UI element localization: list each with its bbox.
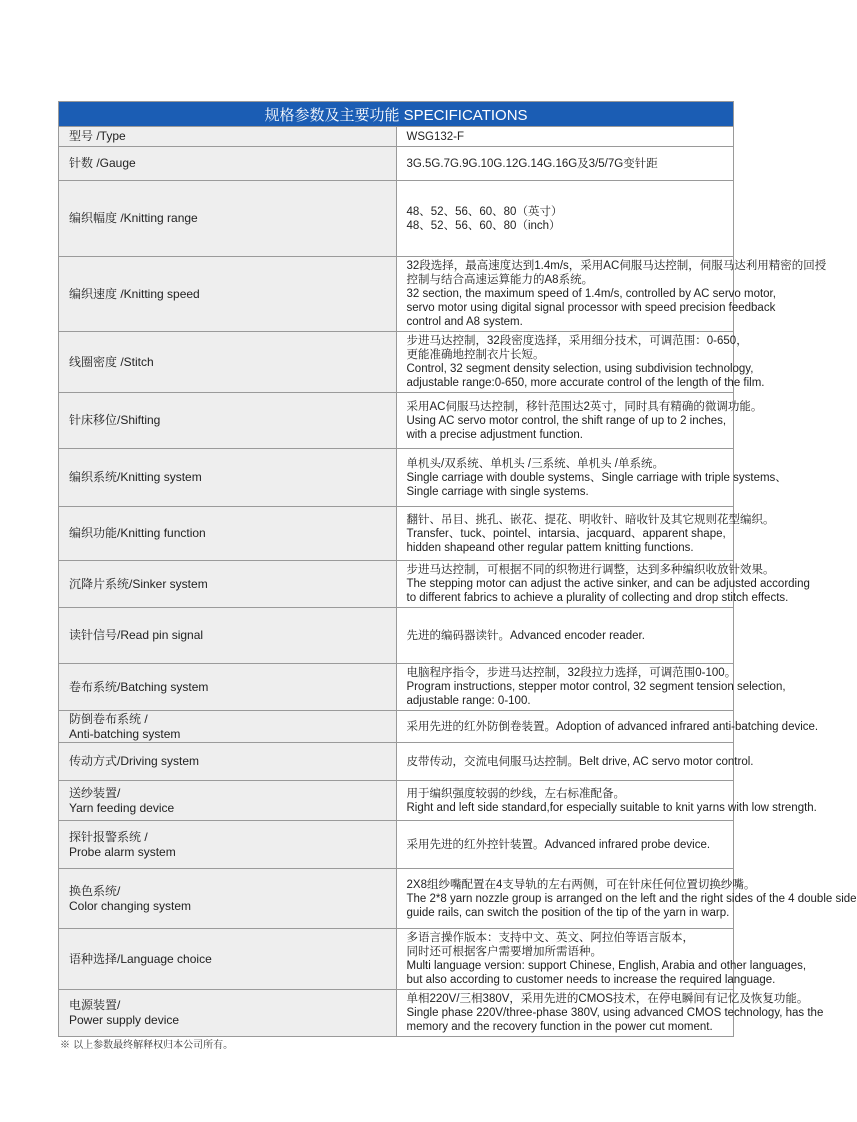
spec-table bbox=[58, 101, 857, 1037]
spec-label bbox=[59, 821, 397, 869]
spec-label bbox=[59, 257, 397, 332]
spec-label-line: Power supply device bbox=[69, 1013, 180, 1027]
spec-value bbox=[396, 561, 810, 608]
spec-label bbox=[59, 608, 397, 664]
spec-row bbox=[59, 257, 734, 332]
spec-row bbox=[59, 507, 734, 561]
spec-label bbox=[59, 664, 397, 711]
spec-value bbox=[396, 608, 734, 664]
spec-value-line: 同时还可根据客户需要增加所需语种。 bbox=[406, 946, 602, 958]
spec-value-line: Single carriage with double systems、Single carriage with triple systems、 bbox=[406, 471, 787, 484]
spec-value-line: 控制与结合高速运算能力的A8系统。 bbox=[406, 274, 594, 286]
spec-label-line: 换色系统/ bbox=[69, 883, 121, 898]
spec-label bbox=[59, 181, 397, 257]
spec-value-line: 单相220V/三相380V，采用先进的CMOS技术，在停电瞬间有记忆及恢复功能。 bbox=[406, 993, 809, 1005]
spec-value bbox=[396, 990, 824, 1037]
spec-value-line: The stepping motor can adjust the active sinker, and can be adjusted according bbox=[406, 578, 810, 590]
spec-value-line: 先进的编码器读针。Advanced encoder reader. bbox=[406, 629, 645, 642]
spec-row bbox=[59, 608, 734, 664]
spec-value-line: 电脑程序指令，步进马达控制，32段拉力选择，可调范围0-100。 bbox=[406, 667, 737, 679]
spec-label-line: 语种选择/Language choice bbox=[69, 951, 212, 966]
spec-label bbox=[59, 127, 397, 147]
spec-label-line: 编织速度 /Knitting speed bbox=[69, 286, 200, 301]
spec-label-line: 线圈密度 /Stitch bbox=[69, 354, 154, 369]
spec-value bbox=[396, 664, 786, 711]
spec-value-line: guide rails, can switch the position of the tip of the yarn in warp. bbox=[406, 906, 730, 919]
spec-value bbox=[396, 127, 734, 147]
spec-label bbox=[59, 781, 397, 821]
spec-value bbox=[396, 507, 775, 561]
spec-value-line: 32段选择，最高速度达到1.4m/s，采用AC伺服马达控制，伺服马达利用精密的回授 bbox=[406, 260, 827, 272]
spec-label bbox=[59, 929, 397, 990]
spec-value-line: Program instructions, stepper motor control, 32 segment tension selection, bbox=[406, 681, 786, 693]
spec-value-line: The 2*8 yarn nozzle group is arranged on the left and the right sides of the 4 double side bbox=[406, 892, 857, 905]
spec-label-line: Yarn feeding device bbox=[69, 800, 175, 815]
spec-label bbox=[59, 449, 397, 507]
spec-value-line: 2X8组纱嘴配置在4支导轨的左右两侧，可在针床任何位置切换纱嘴。 bbox=[406, 878, 756, 891]
spec-value bbox=[396, 929, 807, 990]
spec-row bbox=[59, 743, 734, 781]
spec-value-line: Single phase 220V/three-phase 380V, using advanced CMOS technology, has the bbox=[406, 1007, 824, 1019]
spec-label-line: 沉降片系统/Sinker system bbox=[69, 576, 208, 591]
spec-label-line: 卷布系统/Batching system bbox=[69, 679, 209, 694]
spec-value-line: servo motor using digital signal processor with speed precision feedback bbox=[406, 302, 776, 314]
spec-label bbox=[59, 507, 397, 561]
spec-value-line: Right and left side standard,for especially suitable to knit yarns with low strength. bbox=[406, 801, 817, 814]
spec-table-body bbox=[59, 102, 857, 1037]
spec-label-line: Anti-batching system bbox=[69, 726, 181, 741]
spec-label bbox=[59, 561, 397, 608]
spec-value bbox=[396, 332, 765, 393]
spec-value-line: 更能准确地控制衣片长短。 bbox=[406, 349, 545, 361]
spec-value-line: 48、52、56、60、80（inch） bbox=[406, 219, 561, 232]
spec-label-line: 编织幅度 /Knitting range bbox=[69, 211, 198, 225]
spec-value-line: Transfer、tuck、pointel、intarsia、jacquard、apparent shape, bbox=[406, 527, 726, 540]
title-row bbox=[59, 102, 734, 127]
spec-value bbox=[396, 393, 763, 449]
spec-value-line: 采用先进的红外控针装置。Advanced infrared probe device. bbox=[406, 838, 711, 851]
spec-label-line: 编织功能/Knitting function bbox=[69, 526, 206, 540]
spec-row bbox=[59, 393, 734, 449]
spec-value-line: Single carriage with single systems. bbox=[406, 485, 589, 498]
spec-value bbox=[396, 869, 857, 929]
spec-value-line: 采用AC伺服马达控制，移针范围达2英寸，同时具有精确的微调功能。 bbox=[406, 400, 763, 413]
spec-value-line: to different fabrics to achieve a plurality of collecting and drop stitch effects. bbox=[406, 592, 789, 604]
spec-value bbox=[396, 147, 734, 181]
spec-label bbox=[59, 711, 397, 743]
spec-label-line: 编织系统/Knitting system bbox=[69, 470, 202, 484]
spec-value-line: 单机头/双系统、单机头 /三系统、单机头 /单系统。 bbox=[406, 457, 664, 470]
spec-value-line: control and A8 system. bbox=[406, 316, 523, 328]
spec-value-line: 32 section, the maximum speed of 1.4m/s, controlled by AC servo motor, bbox=[406, 288, 776, 300]
spec-value-line: 3G.5G.7G.9G.10G.12G.14G.16G及3/5/7G变针距 bbox=[406, 157, 658, 170]
spec-value-line: but also according to customer needs to increase the required language. bbox=[406, 974, 776, 986]
spec-value bbox=[396, 711, 819, 743]
spec-value-line: 步进马达控制，32段密度选择，采用细分技术，可调范围：0-650， bbox=[406, 335, 748, 347]
spec-label bbox=[59, 743, 397, 781]
table-title: 规格参数及主要功能 SPECIFICATIONS bbox=[59, 102, 734, 127]
spec-value-line: 多语言操作版本：支持中文、英文、阿拉伯等语言版本， bbox=[406, 932, 694, 944]
spec-row bbox=[59, 781, 734, 821]
spec-value-line: memory and the recovery function in the power cut moment. bbox=[406, 1021, 713, 1033]
spec-row bbox=[59, 869, 734, 929]
spec-label-line: Probe alarm system bbox=[69, 844, 176, 859]
spec-label-line: 传动方式/Driving system bbox=[69, 754, 200, 768]
spec-value-line: WSG132-F bbox=[406, 130, 465, 143]
spec-row bbox=[59, 332, 734, 393]
spec-label bbox=[59, 869, 397, 929]
spec-label bbox=[59, 393, 397, 449]
spec-value-line: 步进马达控制，可根据不同的织物进行调整，达到多种编织收放针效果。 bbox=[406, 564, 775, 576]
spec-row bbox=[59, 821, 734, 869]
spec-row bbox=[59, 990, 734, 1037]
spec-row bbox=[59, 664, 734, 711]
spec-label-line: 针数 /Gauge bbox=[69, 156, 136, 170]
spec-value-line: 翻针、吊目、挑孔、嵌花、提花、明收针、暗收针及其它规则花型编织。 bbox=[406, 513, 775, 526]
spec-value-line: Using AC servo motor control, the shift range of up to 2 inches, bbox=[406, 414, 727, 427]
spec-value-line: 48、52、56、60、80（英寸） bbox=[406, 205, 563, 218]
spec-label-line: 防倒卷布系统 / bbox=[69, 711, 148, 726]
spec-value-line: with a precise adjustment function. bbox=[406, 428, 583, 441]
spec-value bbox=[396, 821, 734, 869]
spec-row bbox=[59, 181, 734, 257]
spec-value bbox=[396, 743, 754, 781]
spec-label-line: 探针报警系统 / bbox=[69, 829, 148, 844]
spec-label-line: 针床移位/Shifting bbox=[69, 413, 161, 427]
spec-row bbox=[59, 127, 734, 147]
spec-value-line: adjustable range:0-650, more accurate control of the length of the film. bbox=[406, 377, 765, 389]
spec-value-line: Multi language version: support Chinese, English, Arabia and other languages, bbox=[406, 960, 807, 972]
spec-value bbox=[396, 181, 734, 257]
spec-row bbox=[59, 711, 734, 743]
spec-value bbox=[396, 781, 817, 821]
spec-label-line: 电源装置/ bbox=[69, 998, 121, 1012]
spec-label bbox=[59, 147, 397, 181]
spec-row bbox=[59, 561, 734, 608]
footnote: ※ 以上参数最终解释权归本公司所有。 bbox=[60, 1040, 234, 1051]
spec-row bbox=[59, 449, 734, 507]
spec-value-line: hidden shapeand other regular pattem knitting functions. bbox=[406, 541, 694, 554]
spec-label-line: Color changing system bbox=[69, 898, 192, 913]
spec-value-line: adjustable range: 0-100. bbox=[406, 695, 531, 707]
spec-value bbox=[396, 449, 787, 507]
spec-row bbox=[59, 147, 734, 181]
spec-label-line: 型号 /Type bbox=[69, 129, 126, 143]
spec-label bbox=[59, 990, 397, 1037]
spec-value-line: 采用先进的红外防倒卷装置。Adoption of advanced infrared anti-batching device. bbox=[406, 720, 819, 733]
spec-value bbox=[396, 257, 827, 332]
spec-label-line: 读针信号/Read pin signal bbox=[69, 628, 204, 642]
spec-label bbox=[59, 332, 397, 393]
spec-value-line: Control, 32 segment density selection, using subdivision technology, bbox=[406, 363, 754, 375]
spec-row bbox=[59, 929, 734, 990]
spec-label-line: 送纱装置/ bbox=[69, 785, 121, 800]
spec-value-line: 用于编织强度较弱的纱线，左右标准配备。 bbox=[406, 787, 625, 800]
spec-value-line: 皮带传动，交流电伺服马达控制。Belt drive, AC servo motor control. bbox=[406, 755, 754, 768]
